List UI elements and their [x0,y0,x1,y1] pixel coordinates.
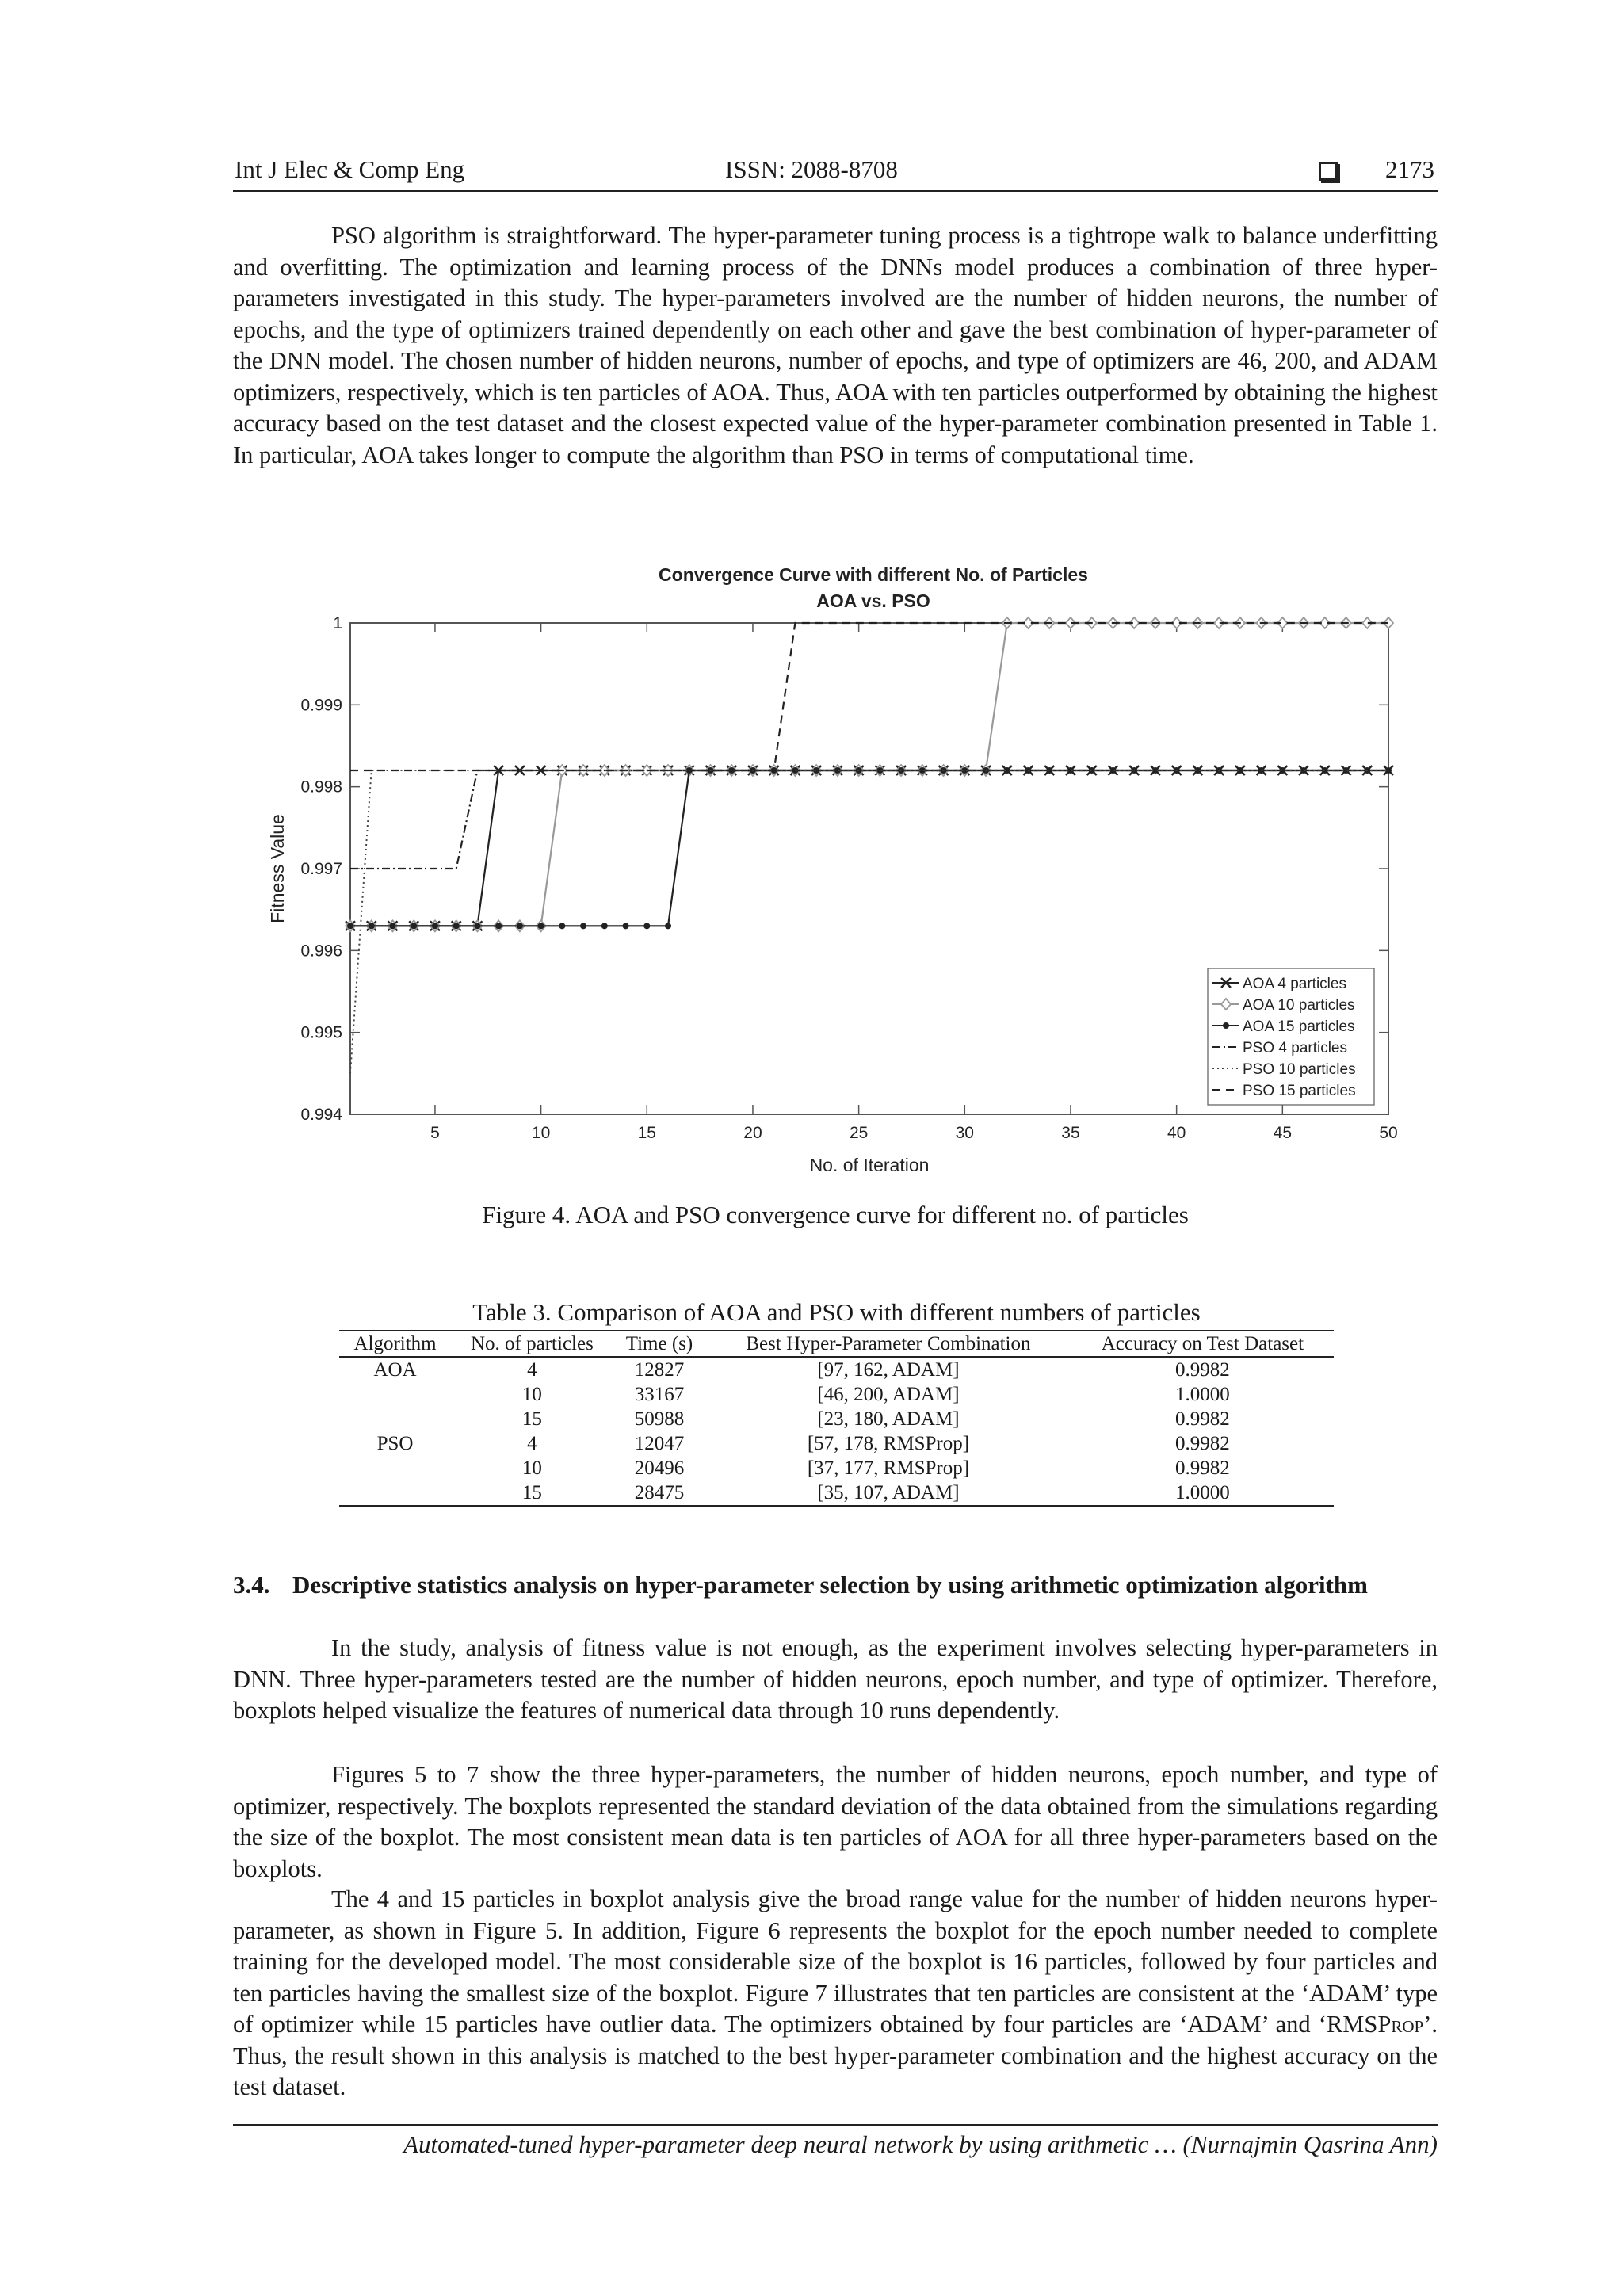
table-row [339,1431,1334,1456]
cell-combination: [46, 200, ADAM] [817,1384,960,1405]
x-tick-label: 15 [637,1124,656,1142]
cell-accuracy: 1.0000 [1071,1480,1334,1506]
page-number: 2173 [1385,155,1434,183]
cell-particles: 15 [451,1480,613,1506]
page-footer: Automated-tuned hyper-parameter deep neural network by using arithmetic … (Nurnajmin Qasrina Ann) [403,2130,1438,2158]
legend-label: AOA 10 particles [1243,997,1355,1014]
table-caption: Table 3. Comparison of AOA and PSO with different numbers of particles [472,1298,1201,1326]
data-point-dot-marker [665,923,671,929]
cell-particles: 15 [521,1408,542,1430]
y-tick-label: 0.998 [300,777,342,797]
page-header [233,155,1438,192]
table-header-row [339,1331,1334,1357]
data-point-dot-marker [559,923,565,929]
table-row [339,1480,1334,1506]
x-axis-label: No. of Iteration [809,1155,930,1175]
chart-legend [1208,968,1374,1105]
y-axis-label: Fitness Value [267,814,288,923]
cell-algorithm [339,1480,451,1506]
y-tick-label: 0.994 [300,1106,342,1124]
cell-accuracy: 0.9982 [1175,1408,1230,1430]
data-point-dot-marker [538,923,544,929]
section-title: Descriptive statistics analysis on hyper-parameter selection by using arithmetic optimization algorithm [292,1571,1368,1599]
legend-label: AOA 4 particles [1243,976,1346,992]
y-tick-label: 0.999 [300,696,342,715]
cell-accuracy: 0.9982 [1175,1359,1230,1381]
adam-term: ADAM [1309,1979,1384,2007]
y-tick-label: 0.995 [300,1023,342,1042]
data-point-dot-marker [643,923,650,929]
data-point-dot-marker [1223,1022,1229,1029]
cell-algorithm: AOA [373,1359,417,1381]
header-particles: No. of particles [451,1331,613,1357]
cell-algorithm [339,1382,451,1407]
data-point-dot-marker [517,923,523,929]
section-heading [233,1569,1438,1601]
x-tick-label: 50 [1379,1124,1398,1142]
cell-algorithm [339,1456,451,1480]
cell-accuracy: 0.9982 [1175,1457,1230,1479]
cell-particles: 10 [521,1457,542,1479]
data-point-dot-marker [474,923,480,929]
table-row [339,1456,1334,1480]
y-tick-label: 0.997 [300,860,342,878]
data-point-dot-marker [389,923,395,929]
data-point-dot-marker [580,923,586,929]
data-point-dot-marker [432,923,438,929]
data-point-dot-marker [347,923,353,929]
body-paragraph-3 [233,1884,1438,2103]
section-number: 3.4. [233,1571,270,1599]
paragraph-3-part-d: ’. Thus, the result shown in this analysis is matched to the best hyper-parameter combination and the highest accuracy on the test dataset. [233,2011,1438,2100]
issn: ISSN: 2088-8708 [725,155,898,183]
cell-time: 50988 [634,1408,685,1430]
paragraph-3-part-c: ’ and ‘ [1261,2011,1327,2038]
adam-term: ADAM [1187,2011,1262,2038]
cell-particles: 4 [527,1433,537,1454]
convergence-chart [262,555,1411,1189]
y-tick-label: 0.996 [300,942,342,961]
chart-subtitle: AOA vs. PSO [816,590,930,611]
cell-combination: [97, 162, ADAM] [817,1359,960,1381]
x-tick-label: 45 [1273,1124,1293,1142]
data-point-dot-marker [601,923,608,929]
x-tick-label: 40 [1167,1124,1186,1142]
cell-combination: [57, 178, RMSProp] [807,1433,970,1454]
journal-name: Int J Elec & Comp Eng [235,155,465,183]
comparison-table [339,1330,1334,1507]
cell-time: 12047 [634,1433,685,1454]
x-tick-label: 20 [743,1124,762,1142]
header-accuracy: Accuracy on Test Dataset [1071,1331,1334,1357]
cell-accuracy: 0.9982 [1175,1433,1230,1454]
body-paragraph-2: Figures 5 to 7 show the three hyper-parameters, the number of hidden neurons, epoch number, and type of optimizer, respectively. The boxplots represented the standard deviation of the data obtained from the simulations regarding the size of the boxplot. The most consistent mean data is ten particles of AOA for all three hyper-parameters based on the boxplots. [233,1761,1438,1882]
table-row [339,1407,1334,1431]
cell-time: 12827 [634,1359,685,1381]
header-algorithm: Algorithm [339,1331,451,1357]
x-tick-label: 35 [1061,1124,1080,1142]
cell-particles: 4 [527,1359,537,1381]
legend-label: AOA 15 particles [1243,1018,1355,1035]
data-point-dot-marker [623,923,629,929]
cell-combination: [23, 180, ADAM] [817,1408,960,1430]
data-point-dot-marker [453,923,460,929]
cell-combination: [35, 107, ADAM] [705,1480,1071,1506]
checkbox-square-icon [1319,162,1338,181]
chart-title: Convergence Curve with different No. of Particles [659,564,1088,585]
legend-label: PSO 15 particles [1243,1083,1356,1099]
x-tick-label: 10 [531,1124,551,1142]
footer-divider [233,2124,1438,2126]
header-time: Time (s) [613,1331,705,1357]
table-row [339,1382,1334,1407]
paragraph-3-part-b: ’ type of optimizer while 15 particles have outlier data. The optimizers obtained by four particles are ‘ [233,1979,1438,2038]
rmsprop-term: RMSProp [1326,2011,1424,2038]
data-point-dot-marker [411,923,417,929]
header-combination: Best Hyper-Parameter Combination [705,1331,1071,1357]
cell-algorithm [339,1407,451,1431]
x-tick-label: 30 [955,1124,974,1142]
cell-algorithm: PSO [376,1433,414,1454]
y-tick-label: 1 [333,614,342,632]
body-paragraph-1: In the study, analysis of fitness value is not enough, as the experiment involves selecting hyper-parameters in DNN. Three hyper-parameters tested are the number of hidden neurons, epoch number, and type of optimizer. Therefore, boxplots helped visualize the features of numerical data through 10 runs dependently. [233,1634,1438,1724]
legend-label: PSO 4 particles [1243,1040,1347,1056]
cell-time: 33167 [634,1384,685,1405]
figure-4 [262,555,1411,1189]
figure-caption: Figure 4. AOA and PSO convergence curve for different no. of particles [482,1201,1189,1228]
intro-paragraph: PSO algorithm is straightforward. The hyper-parameter tuning process is a tightrope walk to balance underfitting and overfitting. The optimization and learning process of the DNNs model produces a combination of three hyper-parameters investigated in this study. The hyper-parameters involved are the number of hidden neurons, the number of epochs, and the type of optimizers trained dependently on each other and gave the best combination of hyper-parameter of the DNN model. The chosen number of hidden neurons, number of epochs, and type of optimizers are 46, 200, and ADAM optimizers, respectively, which is ten particles of AOA. Thus, AOA with ten particles outperformed by obtaining the highest accuracy based on the test dataset and the closest expected value of the hyper-parameter combination presented in Table 1. In particular, AOA takes longer to compute the algorithm than PSO in terms of computational time. [233,222,1438,468]
cell-time: 28475 [613,1480,705,1506]
legend-label: PSO 10 particles [1243,1061,1356,1078]
data-point-dot-marker [495,923,502,929]
table-row [339,1357,1334,1382]
cell-accuracy: 1.0000 [1175,1384,1230,1405]
paragraph-3-part-a: The 4 and 15 particles in boxplot analysis give the broad range value for the number of hidden neurons hyper-parameter, as shown in Figure 5. In addition, Figure 6 represents the boxplot for the epoch number needed to complete training for the developed model. The most considerable size of the boxplot is 16 particles, followed by four particles and ten particles having the smallest size of the boxplot. Figure 7 illustrates that ten particles are consistent at the ‘ [233,1885,1438,2007]
x-tick-label: 5 [430,1124,440,1142]
cell-combination: [37, 177, RMSProp] [807,1457,970,1479]
cell-particles: 10 [521,1384,542,1405]
x-tick-label: 25 [849,1124,869,1142]
cell-time: 20496 [634,1457,685,1479]
data-point-dot-marker [369,923,375,929]
